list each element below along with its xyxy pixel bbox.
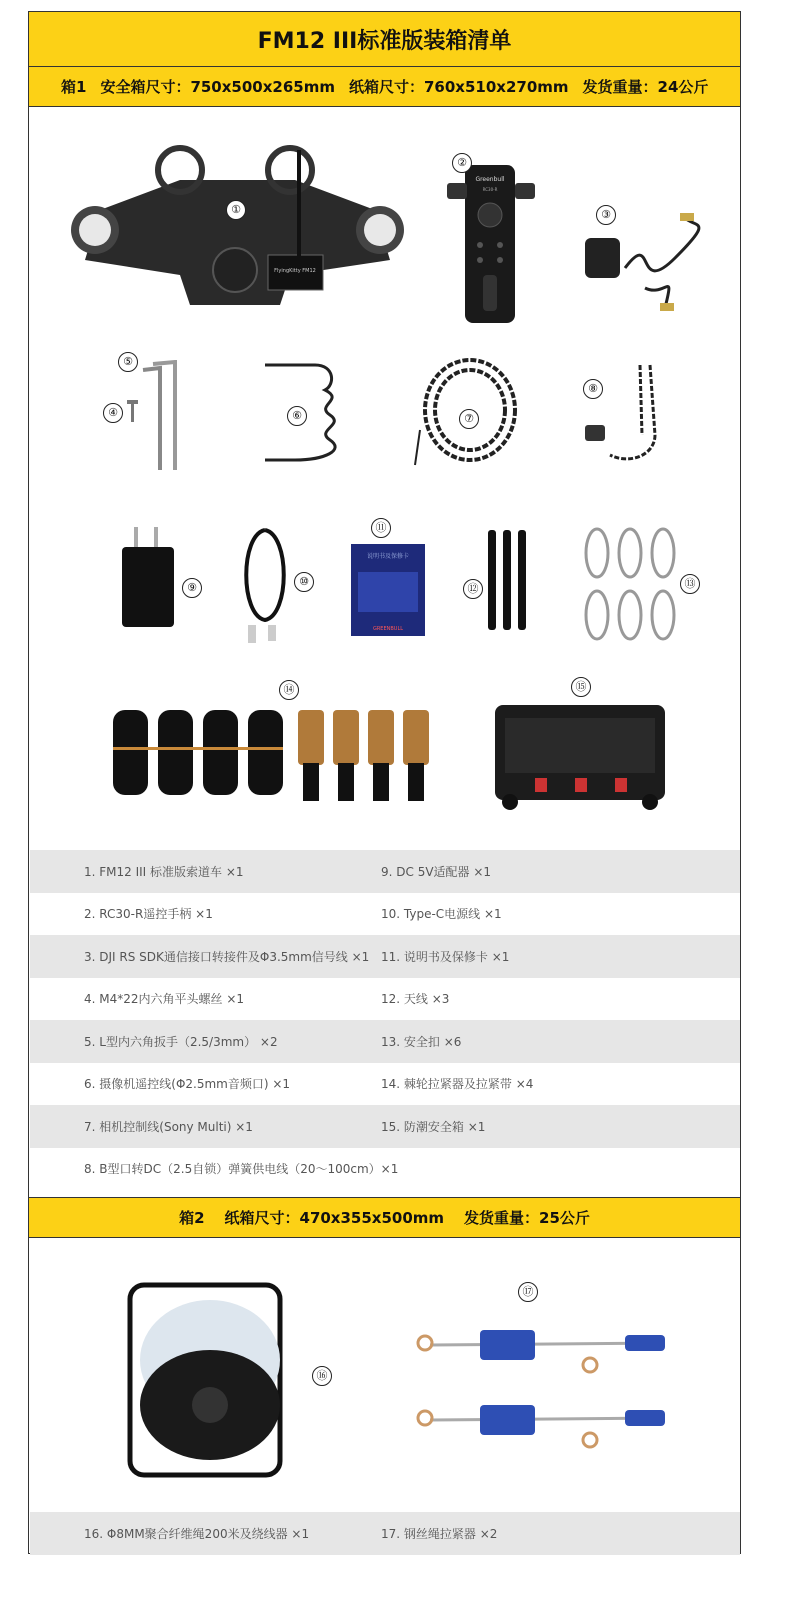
list-item: 9. DC 5V适配器 ×1 xyxy=(381,864,492,879)
item-number-7: ⑦ xyxy=(459,409,479,429)
list-row xyxy=(30,1148,740,1191)
list-item: 1. FM12 III 标准版索道车 ×1 xyxy=(84,864,244,879)
list-row xyxy=(30,1512,740,1555)
box2-weight: 发货重量：25公斤 xyxy=(464,1209,590,1227)
box1-carton-size: 纸箱尺寸：760x510x270mm xyxy=(348,78,569,96)
box1-safe-box-size: 安全箱尺寸：750x500x265mm xyxy=(100,78,335,96)
list-item: 2. RC30-R遥控手柄 ×1 xyxy=(84,907,213,922)
list-item: 16. Φ8MM聚合纤维绳200米及绕线器 ×1 xyxy=(84,1526,310,1541)
box1-header xyxy=(28,66,741,107)
list-item: 4. M4*22内六角平头螺丝 ×1 xyxy=(84,992,245,1007)
list-row xyxy=(30,1105,740,1148)
item-number-12: ⑫ xyxy=(463,579,483,599)
manual-brand: GREENBULL xyxy=(372,626,404,632)
list-row xyxy=(30,850,740,893)
type-c-cable-image xyxy=(240,525,290,650)
spring-power-cable-image xyxy=(580,355,670,480)
remote-brand: Greenbull xyxy=(475,176,505,183)
rs-adapter-cable-image xyxy=(575,208,715,318)
box1-label: 箱1 xyxy=(61,78,87,96)
item-number-11: ⑪ xyxy=(371,518,391,538)
item-number-5: ⑤ xyxy=(118,352,138,372)
hex-keys-screw-image xyxy=(125,360,195,475)
remote-controller-image xyxy=(447,165,537,325)
protective-case-image xyxy=(490,700,670,812)
box2-header xyxy=(28,1197,741,1238)
list-item: 8. B型口转DC（2.5自锁）弹簧供电线（20～100cm）×1 xyxy=(84,1162,399,1177)
list-item: 3. DJI RS SDK通信接口转接件及Φ3.5mm信号线 ×1 xyxy=(84,949,370,964)
box2-carton-size: 纸箱尺寸：470x355x500mm xyxy=(224,1209,445,1227)
box1-item-list xyxy=(30,850,740,1190)
antennas-image xyxy=(485,525,530,640)
list-item: 12. 天线 ×3 xyxy=(381,992,450,1007)
remote-model: RC30-R xyxy=(482,187,498,192)
item-number-15: ⑮ xyxy=(571,677,591,697)
item-number-10: ⑩ xyxy=(294,572,314,592)
manual-title: 说明书及保修卡 xyxy=(366,553,410,560)
ratchet-straps-image xyxy=(108,705,443,805)
list-item: 5. L型内六角扳手（2.5/3mm） ×2 xyxy=(84,1034,278,1049)
item-number-13: ⑬ xyxy=(680,574,700,594)
list-row xyxy=(30,978,740,1021)
item-number-9: ⑨ xyxy=(182,578,202,598)
list-item: 14. 棘轮拉紧器及拉紧带 ×4 xyxy=(381,1077,534,1092)
item-number-1: ① xyxy=(226,200,246,220)
list-item: 7. 相机控制线(Sony Multi) ×1 xyxy=(84,1119,253,1134)
box2-item-list xyxy=(30,1512,740,1555)
box2-label: 箱2 xyxy=(179,1209,205,1227)
item-number-16: ⑯ xyxy=(312,1366,332,1386)
wire-rope-tensioner-image xyxy=(410,1315,670,1465)
item-number-6: ⑥ xyxy=(287,406,307,426)
carabiners-image xyxy=(580,525,680,645)
list-item: 11. 说明书及保修卡 ×1 xyxy=(381,949,510,964)
plate-label: FlyingKitty FM12 xyxy=(274,268,316,274)
list-item: 10. Type-C电源线 ×1 xyxy=(381,907,502,922)
list-item: 13. 安全扣 ×6 xyxy=(381,1034,462,1049)
list-row xyxy=(30,1020,740,1063)
list-item: 15. 防潮安全箱 ×1 xyxy=(381,1119,486,1134)
item-number-14: ⑭ xyxy=(279,680,299,700)
list-item: 6. 摄像机遥控线(Φ2.5mm音频口) ×1 xyxy=(84,1077,291,1092)
item-number-3: ③ xyxy=(596,205,616,225)
item-number-17: ⑰ xyxy=(518,1282,538,1302)
item-number-8: ⑧ xyxy=(583,379,603,399)
manual-warranty-card-image xyxy=(348,542,428,637)
page-title: FM12 III标准版装箱清单 xyxy=(28,11,741,67)
cable-cam-image xyxy=(60,140,415,320)
list-row xyxy=(30,935,740,978)
item-number-2: ② xyxy=(452,153,472,173)
item-number-4: ④ xyxy=(103,403,123,423)
list-item: 17. 钢丝绳拉紧器 ×2 xyxy=(381,1526,498,1541)
box1-weight: 发货重量：24公斤 xyxy=(582,78,709,96)
rope-reel-image xyxy=(120,1275,300,1480)
dc-adapter-image xyxy=(118,525,178,630)
list-row xyxy=(30,893,740,936)
list-row xyxy=(30,1063,740,1106)
